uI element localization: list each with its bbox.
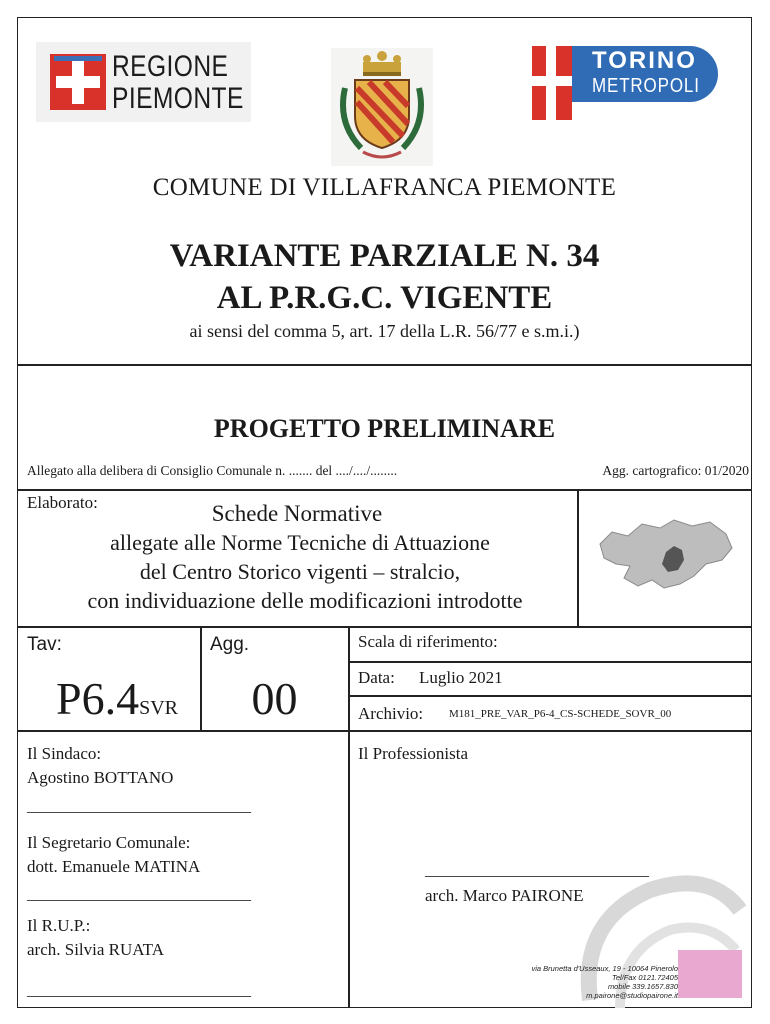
- professionista-signature-line: ____________________________: [425, 862, 649, 879]
- subtitle: ai sensi del comma 5, art. 17 della L.R. 56/77 e s.m.i.): [189, 321, 580, 341]
- comune-name: COMUNE DI VILLAFRANCA PIEMONTE: [152, 174, 617, 201]
- regione-piemonte-logo: [36, 42, 251, 122]
- piemonte-flag-icon: [50, 54, 106, 110]
- studio-mobile: mobile 339.1657.830: [607, 982, 678, 991]
- torino-logo-line2: METROPOLI: [592, 75, 700, 97]
- regione-logo-line2: PIEMONTE: [112, 82, 244, 115]
- divider-elaborato: [17, 626, 752, 628]
- agg-cartografico: Agg. cartografico: 01/2020: [602, 463, 749, 478]
- title-line1: VARIANTE PARZIALE N. 34: [169, 238, 600, 274]
- tav-value-wrap: [56, 672, 178, 725]
- elaborato-line-1: Schede Normative: [211, 501, 383, 526]
- regione-logo-line1: REGIONE: [112, 50, 229, 83]
- professionista-name: arch. Marco PAIRONE: [425, 886, 584, 905]
- divider-header: [17, 364, 752, 366]
- segretario-role: Il Segretario Comunale:: [27, 833, 191, 852]
- agg-label: Agg.: [210, 634, 250, 655]
- sindaco-signature-line: ____________________________: [27, 798, 251, 815]
- archivio-value: M181_PRE_VAR_P6-4_CS-SCHEDE_SOVR_00: [449, 708, 672, 720]
- divider-data: [348, 695, 752, 697]
- project-phase: PROGETTO PRELIMINARE: [213, 414, 556, 443]
- sindaco-role: Il Sindaco:: [27, 744, 102, 763]
- divider-scala: [348, 661, 752, 663]
- studio-email: m.pairone@studiopairone.it: [586, 991, 678, 1000]
- divider-tavola: [17, 730, 752, 732]
- title-line2: AL P.R.G.C. VIGENTE: [216, 280, 553, 316]
- torino-logo-line1: TORINO: [592, 47, 697, 74]
- rup-name: arch. Silvia RUATA: [27, 940, 164, 959]
- municipal-crest-icon: [331, 48, 433, 166]
- elaborato-label: Elaborato:: [27, 493, 98, 512]
- territory-map-icon: [594, 514, 736, 600]
- studio-logo-square: [678, 950, 742, 998]
- scala-label: Scala di riferimento:: [358, 632, 498, 651]
- elaborato-line-2: allegate alle Norme Tecniche di Attuazione: [110, 530, 490, 555]
- torino-metropoli-logo: [532, 44, 718, 120]
- elaborato-line-4: con individuazione delle modificazioni introdotte: [87, 588, 523, 613]
- elaborato-line-3: del Centro Storico vigenti – stralcio,: [139, 559, 461, 584]
- torino-shield-icon: [532, 46, 572, 120]
- archivio-label: Archivio:: [358, 704, 424, 723]
- tav-value: P6.4: [56, 673, 140, 724]
- allegato-text: Allegato alla delibera di Consiglio Comunale n. ....... del ..../..../........: [27, 463, 398, 478]
- tav-suffix: SVR: [139, 697, 178, 719]
- data-value: Luglio 2021: [419, 668, 503, 687]
- agg-value: 00: [251, 673, 298, 724]
- professionista-role: Il Professionista: [358, 744, 469, 763]
- rup-role: Il R.U.P.:: [27, 916, 91, 935]
- data-label: Data:: [358, 668, 395, 687]
- divider-allegato: [17, 489, 752, 491]
- divider-agg-scala: [348, 626, 350, 1008]
- sindaco-name: Agostino BOTTANO: [27, 768, 174, 787]
- studio-address: via Brunetta d'Usseaux, 19 - 10064 Pinerolo: [531, 964, 678, 973]
- studio-telfax: Tel/Fax 0121.72405: [611, 973, 678, 982]
- segretario-name: dott. Emanuele MATINA: [27, 857, 201, 876]
- rup-signature-line: ____________________________: [27, 982, 251, 999]
- tav-label: Tav:: [27, 634, 62, 655]
- segretario-signature-line: ____________________________: [27, 886, 251, 903]
